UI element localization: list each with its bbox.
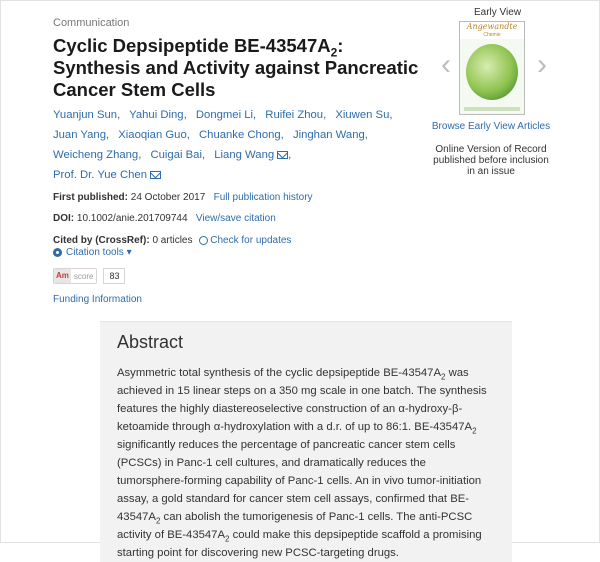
cover-masthead (460, 22, 524, 39)
browse-early-view-link[interactable]: Browse Early View Articles (431, 121, 551, 132)
abstract-subscript: 2 (472, 426, 477, 436)
author-link[interactable]: Juan Yang, (53, 129, 110, 141)
title-suffix: : Synthesis and Activity against Pancreatic Cancer Stem Cells (53, 35, 419, 100)
cited-by-row (53, 235, 291, 246)
gear-icon (53, 248, 62, 257)
mail-icon[interactable] (150, 171, 161, 179)
article-type: Communication (53, 17, 130, 29)
check-for-updates-link[interactable]: Check for updates (210, 235, 292, 246)
author-link: Liang Wang , (214, 149, 292, 161)
author-link[interactable]: Xiaoqian Guo, (118, 129, 190, 141)
abstract-heading: Abstract (117, 332, 184, 352)
title-subscript: 2 (330, 45, 338, 60)
abstract-text-3: significantly reduces the percentage of pancreatic cancer stem cells (PCSCs) in Panc-1 cell cultures, and dramatically reduces the tumorsphere-forming capability of Panc-1 cells. An in vivo tumor-initiation assay, a gold standard for cancer stem cell assays, confirmed that BE-43547A (117, 439, 482, 523)
author-link[interactable]: Ruifei Zhou, (265, 109, 327, 121)
doi-value[interactable]: 10.1002/anie.201709744 (76, 213, 188, 224)
altmetric-score[interactable]: 83 (103, 268, 125, 284)
author-list (53, 105, 423, 185)
author-link-corresponding[interactable]: Prof. Dr. Yue Chen (53, 169, 147, 181)
abstract-section (100, 321, 512, 562)
citation-tools-row (53, 247, 132, 258)
abstract-subscript: 2 (225, 534, 230, 544)
abstract-subscript: 2 (155, 516, 161, 526)
first-published-label: First published: (53, 192, 128, 203)
chevron-down-icon[interactable]: ▾ (126, 247, 132, 258)
cover-journal-name: Angewandte (466, 22, 518, 31)
view-save-citation-link[interactable]: View/save citation (195, 213, 276, 224)
doi-row (53, 213, 276, 224)
journal-cover-image[interactable] (459, 21, 525, 115)
altmetric-logo: Am (54, 269, 71, 283)
cover-footer (464, 107, 520, 111)
author-link[interactable]: Cuigai Bai, (150, 149, 206, 161)
mail-icon[interactable] (277, 151, 288, 159)
altmetric-badge[interactable] (53, 268, 97, 284)
author-link[interactable]: Dongmei Li, (195, 109, 257, 121)
author-link[interactable]: Chuanke Chong, (199, 129, 284, 141)
author-link[interactable]: Yuanjun Sun, (53, 109, 121, 121)
cited-by-label: Cited by (CrossRef): (53, 235, 150, 246)
chevron-right-icon[interactable]: › (537, 48, 547, 81)
abstract-text-5: could make this depsipeptide scaffold a promising starting point for discovering new PCSC-targeting drugs. (117, 529, 482, 559)
first-published-row (53, 192, 313, 203)
author-link-corresponding[interactable]: Liang Wang (214, 149, 275, 161)
author-link (53, 169, 161, 181)
altmetric-widget[interactable] (53, 269, 125, 283)
author-link[interactable]: Yahui Ding, (129, 109, 187, 121)
early-view-heading: Early View (474, 7, 522, 18)
abstract-text-4: can abolish the tumorigenesis of Panc-1 cells. The anti-PCSC activity of BE-43547A (117, 511, 473, 541)
cover-artwork (466, 44, 518, 100)
abstract-subscript: 2 (441, 372, 446, 382)
author-link[interactable]: Weicheng Zhang, (53, 149, 142, 161)
chevron-left-icon[interactable]: ‹ (441, 48, 451, 81)
check-for-updates-icon[interactable] (199, 236, 208, 245)
title-prefix: Cyclic Depsipeptide BE-43547A (53, 35, 331, 56)
doi-label: DOI: (53, 213, 75, 224)
abstract-body (117, 364, 492, 562)
altmetric-score-label: score (73, 271, 94, 281)
cited-by-count: 0 articles (152, 235, 193, 246)
funding-information-link[interactable]: Funding Information (53, 294, 142, 305)
citation-tools-button[interactable]: Citation tools (66, 247, 124, 258)
online-version-note: Online Version of Record published before inclusion in an issue (433, 144, 549, 177)
article-title (53, 35, 423, 101)
author-link[interactable]: Xiuwen Su, (335, 109, 393, 121)
first-published-date: 24 October 2017 (130, 192, 206, 203)
abstract-text-2: was achieved in 15 linear steps on a 350 mg scale in one batch. The synthesis features the highly diastereoselective construction of an α-hydroxy-β-ketoamide through α-hydroxylation with a d.r. of up to 86:1. BE-43547A (117, 367, 487, 433)
abstract-text-1: Asymmetric total synthesis of the cyclic depsipeptide BE-43547A (117, 367, 441, 379)
publication-history-link[interactable]: Full publication history (213, 192, 313, 203)
cover-journal-subtitle: Chemie (483, 32, 501, 38)
author-link[interactable]: Jinghan Wang, (292, 129, 368, 141)
